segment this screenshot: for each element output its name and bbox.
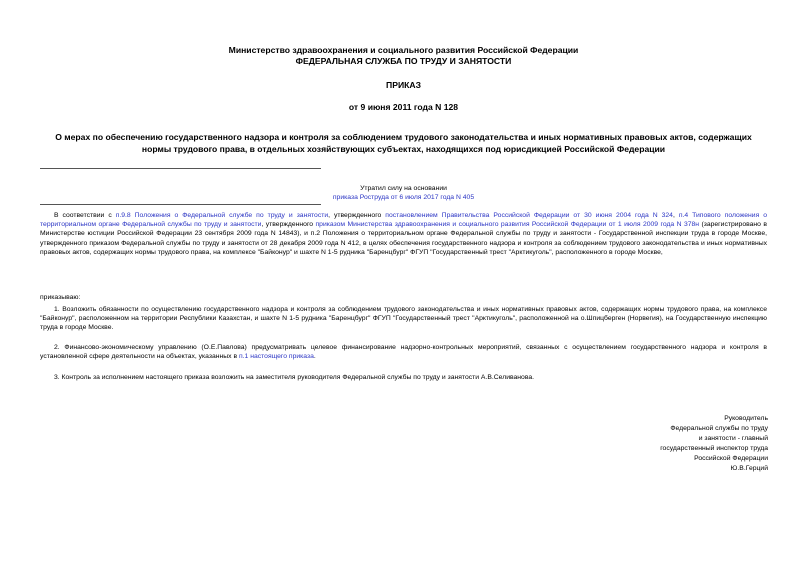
item-1-reference-link[interactable]: п.1 настоящего приказа <box>238 353 314 361</box>
status-note-text: Утратил силу на основании <box>360 185 447 192</box>
ministry-order-link[interactable]: приказом Министерства здравоохранения и социального развития Российской Федерации от 1 июля 2009 года N 378н <box>315 221 700 229</box>
signature-line-1: Руководитель <box>724 415 768 422</box>
repeal-order-link[interactable]: приказа Роструда от 6 июля 2017 года N 405 <box>332 194 475 201</box>
government-decree-link[interactable]: постановлением Правительства Российской Федерации от 30 июня 2004 года N 324 <box>385 212 673 219</box>
model-regulation-link[interactable]: п.4 Типового положения о территориальном органе Федеральной службы по труду и занятости <box>40 212 768 229</box>
ministry-name: Министерство здравоохранения и социального развития Российской Федерации <box>228 45 579 55</box>
signature-line-5: Российской Федерации <box>694 455 768 462</box>
document-title: О мерах по обеспечению государственного надзора и контроля за соблюдением трудового законодательства и иных нормативных правовых актов, содержащих нормы трудового права, в отдельных хозяйствующих субъектах, находящихся под юрисдикцией Российской Федерации <box>55 132 752 154</box>
signature-line-3: и занятости - главный <box>698 435 768 442</box>
preamble-text-5: (зарегистрировано в Министерстве юстиции Российской Федерации 23 сентября 2009 года N 14843), и п.2 Положения о территориальном органе Федеральной службы по труду и занятости - Государственной инспекции труда в городе Москве, утвержденного приказом Федеральной службы по труду и занятости от 28 декабря 2009 года N 412, в целях обеспечения государственного надзора и контроля за соблюдением трудового законодательства и иных нормативных правовых актов, содержащих нормы трудового права, на комплексе "Байконур" и шахте N 1-5 рудника "Баренцбург" ФГУП "Государственный трест "Арктикуголь", расположенного в городе Москве, <box>40 221 767 256</box>
signature-line-2: Федеральной службы по труду <box>670 425 768 432</box>
preamble-text-3: , <box>672 212 679 219</box>
document-date-number: от 9 июня 2011 года N 128 <box>348 102 459 112</box>
document-type: ПРИКАЗ <box>386 80 421 90</box>
order-word: приказываю: <box>40 294 81 301</box>
preamble-paragraph <box>40 211 767 257</box>
preamble-text-1: В соответствии с <box>54 212 116 219</box>
item-2-text: 2. Финансово-экономическому управлению (О.Е.Павлова) предусматривать целевое финансирование надзорно-контрольных мероприятий, связанных с осуществлением государственного надзора и контроля в установленной сфере деятельности на объектах, указанных в <box>40 344 767 361</box>
order-item-1: 1. Возложить обязанности по осуществлению государственного надзора и контроля за соблюдением трудового законодательства и иных нормативных правовых актов, содержащих нормы трудового права, на комплексе "Байконур", расположенном на территории Республики Казахстан, и шахте N 1-5 рудника "Баренцбург" ФГУП "Государственный трест "Арктикуголь", расположенной на о.Шпицберген (Норвегия), на Государственную инспекцию труда в городе Москве. <box>40 306 767 332</box>
item-2-end: . <box>313 353 316 361</box>
service-name: ФЕДЕРАЛЬНАЯ СЛУЖБА ПО ТРУДУ И ЗАНЯТОСТИ <box>295 56 512 66</box>
preamble-text-2: , утвержденного <box>328 212 386 219</box>
status-note-line <box>40 193 767 202</box>
order-item-3: 3. Контроль за исполнением настоящего приказа возложить на заместителя руководителя Федеральной службы по труду и занятости А.В.Селиванова. <box>54 374 535 381</box>
divider-bottom <box>40 204 321 205</box>
signature-line-4: государственный инспектор труда <box>660 445 768 452</box>
regulation-link[interactable]: п.9.8 Положения о Федеральной службе по труду и занятости <box>115 212 329 219</box>
preamble-text-4: , утвержденного <box>261 221 316 229</box>
order-item-2 <box>40 343 767 361</box>
divider-top <box>40 168 321 169</box>
signatory-name: Ю.В.Герций <box>730 465 768 472</box>
